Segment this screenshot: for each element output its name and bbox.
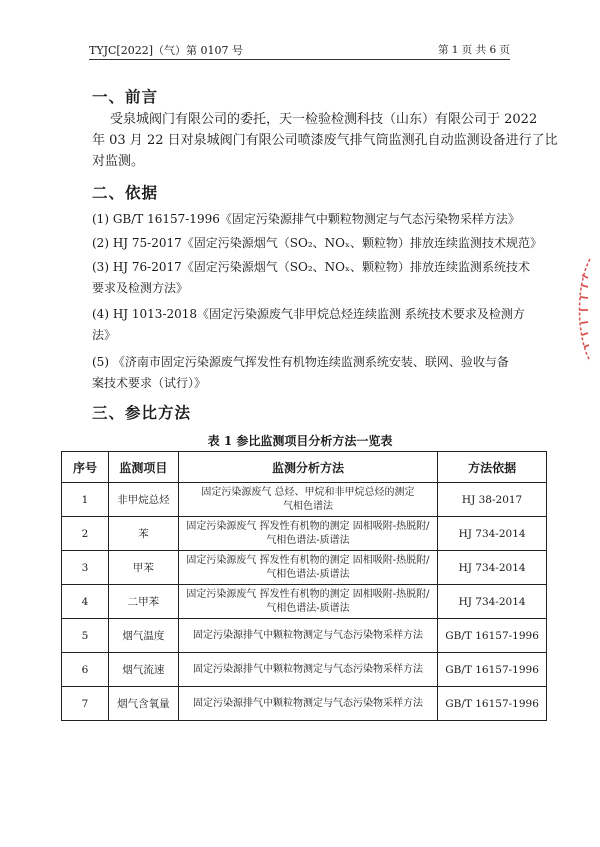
method-line-1: 固定污染源排气中颗粒物测定与气态污染物采样方法 <box>192 697 423 709</box>
section-heading-reference-methods: 三、参比方法 <box>92 403 192 422</box>
seal-stamp-fragment-icon <box>572 255 594 365</box>
method-line-2: 气相色谱法 <box>282 500 333 512</box>
row-no: 4 <box>62 585 109 619</box>
basis-item-3: (3) HJ 76-2017《固定污染源烟气（SO₂、NOₓ、颗粒物）排放连续监测系统技术 <box>92 260 531 274</box>
table-row <box>62 585 547 619</box>
method-line-1: 固定污染源废气 总烃、甲烷和非甲烷总烃的测定 <box>201 486 415 498</box>
table-row <box>62 551 547 585</box>
row-basis: GB/T 16157-1996 <box>438 687 547 721</box>
row-method <box>178 653 437 687</box>
header-basis: 方法依据 <box>438 452 547 483</box>
method-line-2: 气相色谱法-质谱法 <box>266 602 350 614</box>
preface-line-2: 年 03 月 22 日对泉城阀门有限公司喷漆废气排气筒监测孔自动监测设备进行了比 <box>92 133 558 148</box>
method-line-2: 气相色谱法-质谱法 <box>266 534 350 546</box>
table-row <box>62 687 547 721</box>
row-item: 烟气流速 <box>108 653 178 687</box>
row-no: 5 <box>62 619 109 653</box>
seal-mark-1 <box>580 275 589 347</box>
basis-item-5: (5) 《济南市固定污染源废气挥发性有机物连续监测系统安装、联网、验收与备 <box>92 355 509 369</box>
table-caption: 表 1 参比监测项目分析方法一览表 <box>207 434 393 448</box>
method-line-1: 固定污染源废气 挥发性有机物的测定 固相吸附-热脱附/ <box>186 520 430 532</box>
table-row <box>62 653 547 687</box>
basis-item-1: (1) GB/T 16157-1996《固定污染源排气中颗粒物测定与气态污染物采样方法》 <box>92 212 520 226</box>
row-method <box>178 517 437 551</box>
row-method <box>178 585 437 619</box>
row-item: 烟气含氧量 <box>108 687 178 721</box>
row-no: 2 <box>62 517 109 551</box>
method-line-1: 固定污染源废气 挥发性有机物的测定 固相吸附-热脱附/ <box>186 554 430 566</box>
row-item: 苯 <box>108 517 178 551</box>
row-item: 二甲苯 <box>108 585 178 619</box>
section-heading-basis: 二、依据 <box>92 183 159 202</box>
row-method <box>178 619 437 653</box>
row-method <box>178 551 437 585</box>
header-method: 监测分析方法 <box>178 452 437 483</box>
method-line-1: 固定污染源废气 挥发性有机物的测定 固相吸附-热脱附/ <box>186 588 430 600</box>
row-method <box>178 687 437 721</box>
table-row <box>62 483 547 517</box>
row-no: 7 <box>62 687 109 721</box>
row-method <box>178 483 437 517</box>
row-item: 甲苯 <box>108 551 178 585</box>
header-item: 监测项目 <box>108 452 178 483</box>
preface-line-3: 对监测。 <box>92 154 145 169</box>
basis-item-4-cont: 法》 <box>92 328 117 342</box>
table-row <box>62 619 547 653</box>
table-header-row <box>62 452 547 483</box>
row-basis: GB/T 16157-1996 <box>438 653 547 687</box>
basis-item-2: (2) HJ 75-2017《固定污染源烟气（SO₂、NOₓ、颗粒物）排放连续监测技术规范》 <box>92 236 543 250</box>
document-number: TYJC[2022]（气）第 0107 号 <box>89 44 243 57</box>
row-no: 3 <box>62 551 109 585</box>
row-basis: HJ 734-2014 <box>438 585 547 619</box>
methods-table <box>61 451 547 721</box>
page-indicator: 第 1 页 共 6 页 <box>437 44 510 56</box>
page-header <box>89 40 510 60</box>
preface-line-1: 受泉城阀门有限公司的委托，天一检验检测科技（山东）有限公司于 2022 <box>110 112 538 127</box>
row-no: 1 <box>62 483 109 517</box>
row-basis: HJ 734-2014 <box>438 517 547 551</box>
basis-item-3-cont: 要求及检测方法》 <box>92 281 189 295</box>
method-line-1: 固定污染源排气中颗粒物测定与气态污染物采样方法 <box>192 663 423 675</box>
method-line-1: 固定污染源排气中颗粒物测定与气态污染物采样方法 <box>192 629 423 641</box>
table-row <box>62 517 547 551</box>
row-basis: HJ 734-2014 <box>438 551 547 585</box>
basis-item-4: (4) HJ 1013-2018《固定污染源废气非甲烷总烃连续监测 系统技术要求及检测方 <box>92 307 525 321</box>
method-line-2: 气相色谱法-质谱法 <box>266 568 350 580</box>
header-no: 序号 <box>62 452 109 483</box>
basis-item-5-cont: 案技术要求（试行）》 <box>92 376 207 390</box>
row-basis: HJ 38-2017 <box>438 483 547 517</box>
row-basis: GB/T 16157-1996 <box>438 619 547 653</box>
row-no: 6 <box>62 653 109 687</box>
row-item: 烟气温度 <box>108 619 178 653</box>
section-heading-preface: 一、前言 <box>92 87 159 106</box>
row-item: 非甲烷总烃 <box>108 483 178 517</box>
